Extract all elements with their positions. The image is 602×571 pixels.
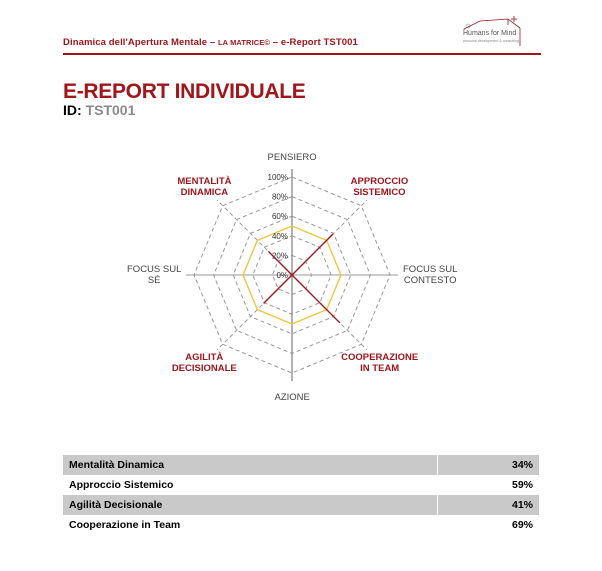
axis-label: APPROCCIO SISTEMICO xyxy=(350,176,409,199)
logo-tagline: personal development & consulting xyxy=(463,39,519,43)
logo-name: Humans for Mind xyxy=(463,30,517,37)
score-name: Agilità Decisionale xyxy=(63,495,438,515)
tick-label: 40% xyxy=(271,231,288,241)
axis-label: AGILITÀ DECISIONALE xyxy=(171,351,237,374)
company-logo xyxy=(460,16,540,48)
tick-label: 60% xyxy=(271,212,288,222)
tick-label: 0% xyxy=(276,271,288,280)
axis-label: FOCUS SUL SÉ xyxy=(127,264,182,286)
tick-label: 20% xyxy=(271,251,288,261)
report-id-value: TST001 xyxy=(85,102,136,118)
score-name: Mentalità Dinamica xyxy=(63,455,438,475)
series-line xyxy=(264,231,340,323)
axis-label: PENSIERO xyxy=(267,151,317,163)
tick-label: 80% xyxy=(271,192,288,202)
scores-table xyxy=(63,455,539,535)
report-id xyxy=(63,102,135,118)
score-row xyxy=(63,455,539,475)
score-value: 69% xyxy=(511,519,533,531)
axis-label: MENTALITÀ DINAMICA xyxy=(177,176,232,199)
score-value: 41% xyxy=(438,495,539,515)
report-id-label: ID: xyxy=(63,102,82,118)
header-divider xyxy=(63,53,541,55)
axis-label: FOCUS SUL CONTESTO xyxy=(403,264,458,286)
score-row xyxy=(63,495,539,515)
report-title: E-REPORT INDIVIDUALE xyxy=(63,80,306,103)
radar-chart-svg xyxy=(0,140,602,430)
score-name: Cooperazione in Team xyxy=(63,515,438,535)
score-row xyxy=(63,515,539,535)
axis-label: COOPERAZIONE IN TEAM xyxy=(341,351,419,374)
axis-label: AZIONE xyxy=(274,391,310,403)
score-value: 34% xyxy=(438,455,539,475)
header-title: Dinamica dell'Apertura Mentale – LA MATRICE© – e-Report TST001 xyxy=(63,37,358,48)
score-row xyxy=(63,475,539,495)
tick-label: 100% xyxy=(267,173,288,182)
score-name: Approccio Sistemico xyxy=(63,475,438,495)
score-value: 59% xyxy=(511,479,533,491)
header-title-suffix: – e-Report TST001 xyxy=(270,37,358,48)
header-title-smallcaps: LA MATRICE© xyxy=(217,38,271,47)
report-header xyxy=(0,0,602,62)
radar-chart xyxy=(0,140,602,430)
